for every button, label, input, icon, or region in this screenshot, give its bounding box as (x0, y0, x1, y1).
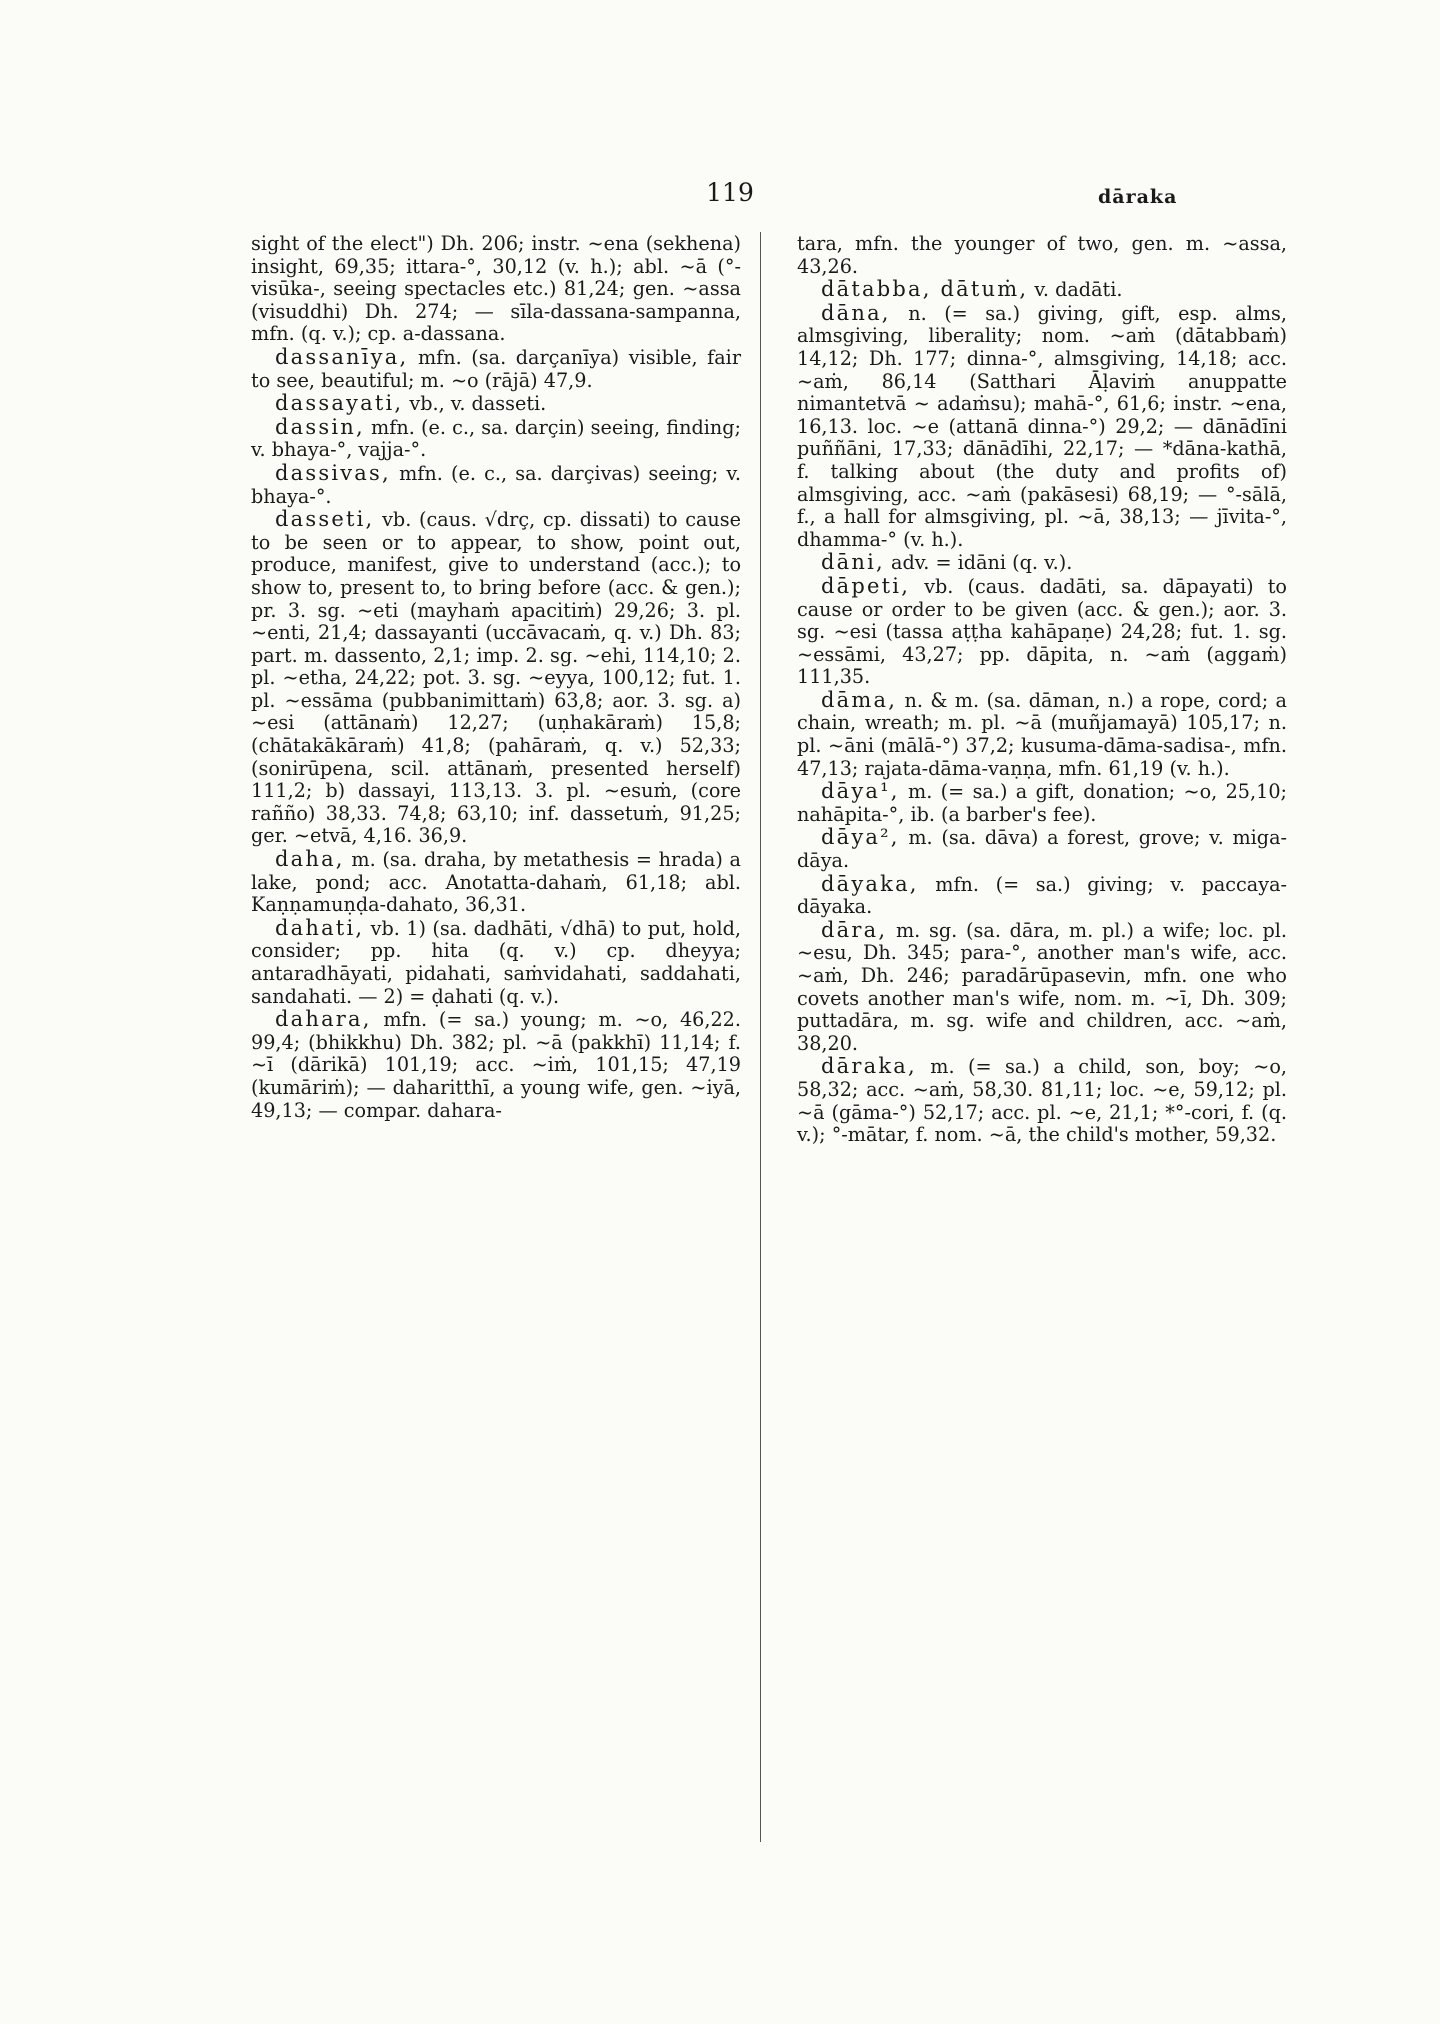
page-number: 119 (706, 178, 754, 207)
entry-headword: dahati, (275, 915, 365, 940)
dictionary-entry (251, 416, 741, 462)
entry-text: n. & m. (sa. dāman, n.) a rope, cord; a chain, wreath; m. pl. ~ā (muñjamayā) 105,17; n. pl. ~āni (mālā-°) 37,2; kusuma-dāma-sadisa-, mfn. 47,13; rajata-dāma-vaṇṇa, mfn. 61,19 (v. h.). (797, 688, 1287, 780)
entry-text: vb. 1) (sa. dadhāti, √dhā) to put, hold, consider; pp. hita (q. v.) cp. dheyya; antaradhāyati, pidahati, saṁvidahati, saddahati, sandahati. — 2) = ḍahati (q. v.). (251, 916, 741, 1008)
dictionary-entry (797, 826, 1287, 872)
entry-text: m. (= sa.) a gift, donation; ~o, 25,10; nahāpita-°, ib. (a barber's fee). (797, 780, 1287, 826)
entry-text: m. (sa. dāva) a forest, grove; v. miga-dāya. (797, 826, 1287, 873)
entry-headword: dātabba, dātuṁ, (821, 277, 1029, 302)
entry-headword: dāya¹, (821, 779, 900, 804)
running-head: dāraka (1098, 186, 1178, 208)
dictionary-entry (797, 302, 1287, 552)
entry-headword: dāyaka, (821, 871, 919, 896)
entry-headword: dāpeti, (821, 573, 911, 598)
entry-headword: daha, (275, 847, 345, 872)
entry-headword: dassivas, (275, 460, 391, 485)
entry-headword: dāra, (821, 917, 888, 942)
entry-headword: dassanīya, (275, 344, 409, 369)
entry-text: vb. (caus. dadāti, sa. dāpayati) to cause or order to be given (acc. & gen.); aor. 3. sg. ~esi (tassa aṭṭha kahāpaṇe) 24,28; fut. 1. sg. ~essāmi, 43,27; pp. dāpita, n. ~aṁ (aggaṁ) 111,35. (797, 574, 1287, 689)
entry-text: v. dadāti. (1034, 278, 1123, 302)
entry-headword: dāni, (821, 550, 885, 575)
dictionary-entry (797, 689, 1287, 780)
entry-text: m. (= sa.) a child, son, boy; ~o, 58,32; acc. ~aṁ, 58,30. 81,11; loc. ~e, 59,12; pl. ~ā (gāma-°) 52,17; acc. pl. ~e, 21,1; *°-cori, f. (q. v.); °-mātar, f. nom. ~ā, the child's mother, 59,32. (797, 1055, 1287, 1147)
dictionary-entry (251, 462, 741, 508)
dictionary-entry (251, 508, 741, 848)
entry-headword: dassin, (275, 414, 365, 439)
dictionary-entry (251, 848, 741, 917)
entry-text: n. (= sa.) giving, gift, esp. alms, almsgiving, liberality; nom. ~aṁ (dātabbaṁ) 14,12; Dh. 177; dinna-°, almsgiving, 14,18; acc. ~aṁ, 86,14 (Satthari Āḷaviṁ anuppatte nimantetvā ~ adaṁsu); mahā-°, 61,6; instr. ~ena, 16,13. loc. ~e (attanā dinna-°) 29,2; — dānādīni puññāni, 17,33; dānādīhi, 22,17; — *dāna-kathā, f. talking about (the duty and profits of) almsgiving, acc. ~aṁ (pakāsesi) 68,19; — °-sālā, f., a hall for almsgiving, pl. ~ā, 38,13; — jīvita-°, dhamma-° (v. h.). (797, 301, 1287, 551)
dictionary-entry (251, 917, 741, 1008)
entry-headword: dāna, (821, 300, 891, 325)
dictionary-entry (797, 919, 1287, 1056)
entry-text: adv. = idāni (q. v.). (891, 551, 1073, 575)
entry-text: tara, mfn. the younger of two, gen. m. ~assa, 43,26. (797, 232, 1287, 278)
dictionary-entry (251, 392, 741, 416)
entry-text: mfn. (= sa.) giving; v. paccaya-dāyaka. (797, 872, 1287, 919)
entry-text: sight of the elect") Dh. 206; instr. ~ena (sekhena) insight, 69,35; ittara-°, 30,12 (v. h.); abl. ~ā (°-visūka-, seeing spectacles etc.) 81,24; gen. ~assa (visuddhi) Dh. 274; — sīla-dassana-sampanna, mfn. (q. v.); cp. a-dassana. (251, 232, 741, 346)
entry-text: mfn. (sa. darçanīya) visible, fair to see, beautiful; m. ~o (rājā) 47,9. (251, 345, 741, 392)
entry-text: m. (sa. draha, by metathesis = hrada) a lake, pond; acc. Anotatta-dahaṁ, 61,18; abl. Kaṇṇamuṇḍa-dahato, 36,31. (251, 848, 741, 917)
entry-headword: dāma, (821, 687, 898, 712)
entry-text: mfn. (= sa.) young; m. ~o, 46,22. 99,4; (bhikkhu) Dh. 382; pl. ~ā (pakkhī) 11,14; f. ~ī (dārikā) 101,19; acc. ~iṁ, 101,15; 47,19 (kumāriṁ); — daharitthī, a young wife, gen. ~iyā, 49,13; — compar. dahara- (251, 1008, 741, 1122)
dictionary-entry (251, 1008, 741, 1122)
entry-headword: dassayati, (275, 391, 404, 416)
entry-text: mfn. (e. c., sa. darçin) seeing, finding; v. bhaya-°, vajja-°. (251, 415, 741, 462)
dictionary-entry (797, 575, 1287, 689)
entry-text: mfn. (e. c., sa. darçivas) seeing; v. bhaya-°. (251, 461, 741, 508)
dictionary-entry (251, 232, 741, 346)
dictionary-entry (797, 780, 1287, 826)
dictionary-entry (797, 232, 1287, 278)
entry-headword: dāya², (821, 825, 900, 850)
dictionary-entry (797, 278, 1287, 302)
entry-headword: dasseti, (275, 507, 375, 532)
dictionary-entry (251, 346, 741, 392)
dictionary-entry (797, 1055, 1287, 1146)
entry-headword: dahara, (275, 1007, 372, 1032)
dictionary-entry (797, 551, 1287, 575)
right-column (797, 232, 1287, 1147)
entry-text: vb., v. dasseti. (409, 392, 547, 416)
entry-headword: dāraka, (821, 1054, 917, 1079)
column-divider (760, 232, 761, 1842)
entry-text: m. sg. (sa. dāra, m. pl.) a wife; loc. pl. ~esu, Dh. 345; para-°, another man's wife, acc. ~aṁ, Dh. 246; paradārūpasevin, mfn. one who covets another man's wife, nom. m. ~ī, Dh. 309; puttadāra, m. sg. wife and children, acc. ~aṁ, 38,20. (797, 918, 1287, 1055)
entry-text: vb. (caus. √drç, cp. dissati) to cause to be seen or to appear, to show, point out, produce, manifest, give to understand (acc.); to show to, present to, to bring before (acc. & gen.); pr. 3. sg. ~eti (mayhaṁ apacitiṁ) 29,26; 3. pl. ~enti, 21,4; dassayanti (uccāvacaṁ, q. v.) Dh. 83; part. m. dassento, 2,1; imp. 2. sg. ~ehi, 114,10; 2. pl. ~etha, 24,22; pot. 3. sg. ~eyya, 100,12; fut. 1. pl. ~essāma (pubbanimittaṁ) 63,8; aor. 3. sg. a) ~esi (attānaṁ) 12,27; (uṇhakāraṁ) 15,8; (chātakākāraṁ) 41,8; (pahāraṁ, q. v.) 52,33; (sonirūpena, scil. attānaṁ, presented herself) 111,2; b) dassayi, 113,13. 3. pl. ~esuṁ, (core raññо) 38,33. 74,8; 63,10; inf. dassetuṁ, 91,25; ger. ~etvā, 4,16. 36,9. (251, 508, 741, 848)
dictionary-entry (797, 873, 1287, 919)
left-column (251, 232, 741, 1122)
